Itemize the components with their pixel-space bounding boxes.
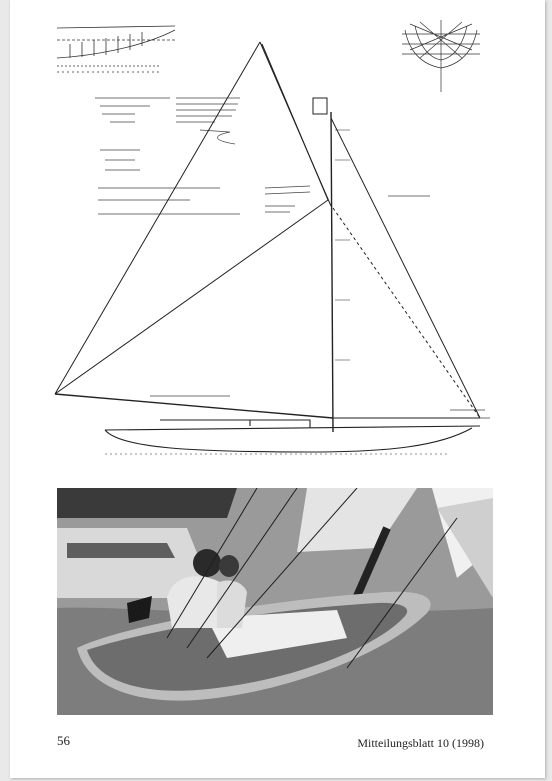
page-number: 56 <box>57 733 70 748</box>
hull-profile <box>105 420 480 454</box>
sail-plan-drawing <box>10 0 545 480</box>
photo-image <box>57 488 493 715</box>
drawing-annotations <box>95 98 490 418</box>
hull-lines-inset <box>57 26 175 72</box>
document-page <box>10 0 545 778</box>
sailboat-photo <box>57 488 493 715</box>
journal-reference: Mitteilungsblatt 10 (1998) <box>357 736 484 750</box>
body-plan-inset <box>402 20 480 92</box>
sail-plan-lines <box>55 42 480 432</box>
